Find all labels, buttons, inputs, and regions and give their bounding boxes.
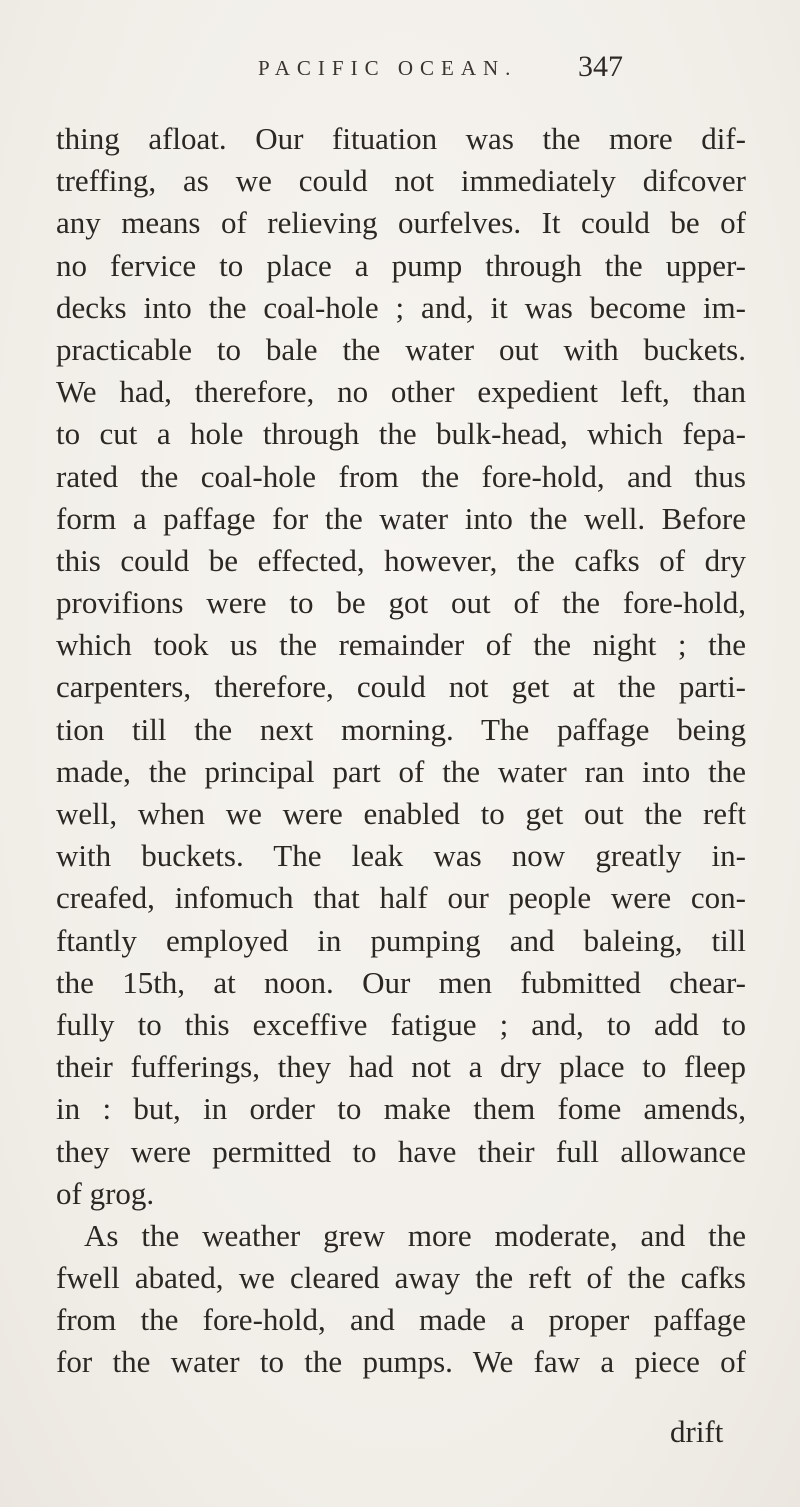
text-line: no fervice to place a pump through the upper- [56,247,746,283]
text-line: practicable to bale the water out with buckets. [56,331,746,367]
text-line: to cut a hole through the bulk-head, which fepa- [56,416,746,452]
text-line: thing afloat. Our fituation was the more dif- [56,121,746,156]
text-line: ftantly employed in pumping and baleing, till [56,922,746,958]
text-line: well, when we were enabled to get out the reft [56,796,746,831]
text-line: which took us the remainder of the night ; the [56,627,746,663]
text-line: fwell abated, we cleared away the reft of the cafks [56,1260,746,1296]
text-line: form a paffage for the water into the well. Before [56,500,746,536]
text-line: creafed, infomuch that half our people were con- [56,880,746,916]
text-line: provifions were to be got out of the fore-hold, [56,585,746,621]
text-line-paragraph-start: As the weather grew more moderate, and the [84,1217,746,1253]
text-line: they were permitted to have their full allowance [56,1133,746,1169]
text-line: We had, therefore, no other expedient left, than [56,374,746,410]
page-number: 347 [578,50,623,83]
catchword: drift [670,1414,724,1449]
text-line: carpenters, therefore, could not get at the parti- [56,669,746,705]
text-line: made, the principal part of the water ran into the [56,753,746,789]
text-line: from the fore-hold, and made a proper paffage [56,1302,746,1338]
text-line: for the water to the pumps. We faw a piece of [56,1344,746,1380]
text-line-paragraph-end: of grog. [56,1175,155,1211]
text-line: tion till the next morning. The paffage being [56,711,746,747]
text-line: treffing, as we could not immediately difcover [56,163,746,199]
text-line: the 15th, at noon. Our men fubmitted chear- [56,964,746,1000]
body-text [56,118,746,1384]
text-line: with buckets. The leak was now greatly in- [56,838,746,874]
text-line: any means of relieving ourfelves. It could be of [56,205,746,241]
running-head [0,50,800,96]
text-line: decks into the coal-hole ; and, it was become im- [56,289,746,325]
text-line: in : but, in order to make them fome amends, [56,1091,746,1127]
running-title: PACIFIC OCEAN. [258,56,518,80]
text-line: rated the coal-hole from the fore-hold, and thus [56,458,746,494]
text-line: their fufferings, they had not a dry place to fleep [56,1049,746,1085]
text-line: fully to this exceffive fatigue ; and, to add to [56,1006,746,1042]
text-line: this could be effected, however, the cafks of dry [56,542,746,578]
